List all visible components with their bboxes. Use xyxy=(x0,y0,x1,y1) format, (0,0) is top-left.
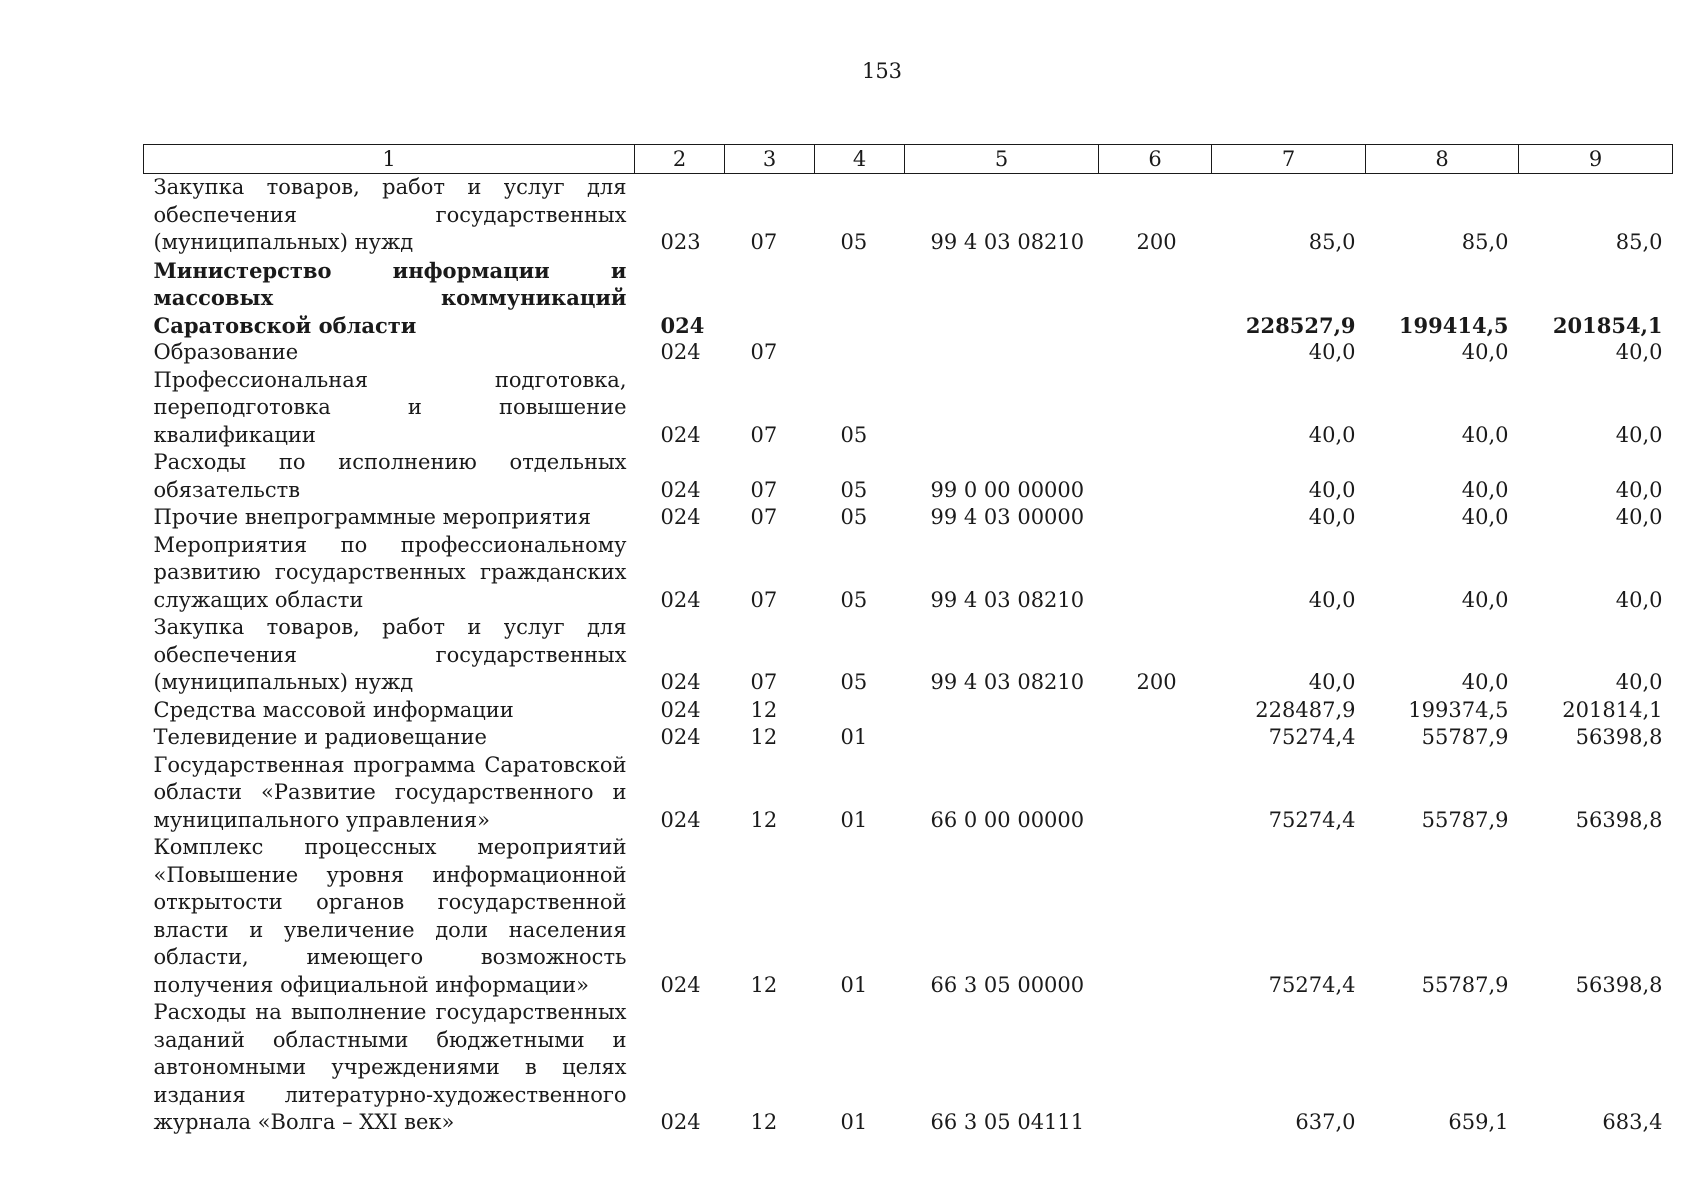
cell-pr: 05 xyxy=(840,505,868,529)
cell-pr: 05 xyxy=(840,422,868,447)
header-col-8: 8 xyxy=(1366,145,1519,174)
cell-name: Телевидение и радиовещание xyxy=(153,725,487,749)
cell-amount-col7: 228487,9 xyxy=(1255,697,1356,722)
cell-name: Средства массовой информации xyxy=(153,697,514,722)
cell-kvr xyxy=(1099,724,1212,752)
cell-amount-col8: 40,0 xyxy=(1461,505,1509,529)
cell-kvr xyxy=(1099,257,1212,340)
cell-ved: 024 xyxy=(660,670,701,694)
cell-amount-col7: 75274,4 xyxy=(1268,807,1356,832)
cell-amount-col7: 40,0 xyxy=(1308,422,1356,447)
cell-amount-col8: 40,0 xyxy=(1461,587,1509,612)
table-row xyxy=(144,834,1673,999)
cell-ved: 024 xyxy=(660,1110,701,1134)
cell-rz: 07 xyxy=(750,505,778,529)
cell-ved: 024 xyxy=(660,972,701,997)
cell-kvr: 200 xyxy=(1136,230,1177,254)
cell-ved: 024 xyxy=(660,422,701,447)
table-row xyxy=(144,339,1673,367)
cell-amount-col8: 85,0 xyxy=(1461,230,1509,254)
cell-kcsr: 66 0 00 00000 xyxy=(930,807,1085,832)
header-col-4: 4 xyxy=(815,145,905,174)
cell-amount-col9: 56398,8 xyxy=(1575,972,1663,997)
cell-kcsr: 66 3 05 00000 xyxy=(930,972,1085,997)
cell-pr xyxy=(815,697,905,725)
cell-amount-col8: 40,0 xyxy=(1461,340,1509,364)
cell-amount-col9: 40,0 xyxy=(1615,587,1663,612)
cell-name: Профессиональная подготовка, переподготовка и повышение квалификации xyxy=(153,367,627,447)
header-col-1: 1 xyxy=(144,145,635,174)
cell-ved: 024 xyxy=(660,807,701,832)
cell-amount-col9: 40,0 xyxy=(1615,505,1663,529)
cell-kvr xyxy=(1099,367,1212,450)
cell-name: Министерство информации и массовых коммуникаций Саратовской области xyxy=(153,257,627,338)
cell-kvr xyxy=(1099,834,1212,999)
cell-kcsr: 99 0 00 00000 xyxy=(930,477,1085,502)
cell-name: Закупка товаров, работ и услуг для обеспечения государственных (муниципальных) нужд xyxy=(153,175,627,254)
cell-kvr: 200 xyxy=(1136,670,1177,694)
table-header xyxy=(144,145,1673,174)
cell-kcsr xyxy=(905,697,1099,725)
cell-kcsr xyxy=(905,367,1099,450)
cell-kvr xyxy=(1099,999,1212,1137)
cell-amount-col7: 40,0 xyxy=(1308,587,1356,612)
cell-kvr xyxy=(1099,532,1212,615)
cell-rz: 07 xyxy=(750,477,778,502)
cell-name: Комплекс процессных мероприятий «Повышение уровня информационной открытости органов государственной власти и увеличение доли населения области, имеющего возможность получения официальной информации» xyxy=(153,835,627,997)
table-row xyxy=(144,257,1673,340)
table-body xyxy=(144,174,1673,1137)
cell-pr: 05 xyxy=(840,670,868,694)
cell-amount-col8: 40,0 xyxy=(1461,670,1509,694)
cell-rz: 12 xyxy=(750,972,778,997)
page-number: 153 xyxy=(861,59,903,83)
cell-rz: 12 xyxy=(750,697,778,722)
cell-name: Образование xyxy=(153,340,299,364)
table-row xyxy=(144,697,1673,725)
cell-name: Мероприятия по профессиональному развитию государственных гражданских служащих области xyxy=(153,532,627,612)
cell-rz xyxy=(725,257,815,340)
cell-pr: 05 xyxy=(840,587,868,612)
cell-amount-col9: 40,0 xyxy=(1615,340,1663,364)
header-col-9: 9 xyxy=(1519,145,1673,174)
cell-rz: 07 xyxy=(750,587,778,612)
cell-amount-col7: 40,0 xyxy=(1308,340,1356,364)
cell-amount-col9: 201814,1 xyxy=(1562,697,1663,722)
cell-name: Государственная программа Саратовской области «Развитие государственного и муниципального управления» xyxy=(153,752,627,832)
cell-ved: 024 xyxy=(660,312,705,338)
cell-kcsr: 99 4 03 08210 xyxy=(930,670,1085,694)
cell-ved: 024 xyxy=(660,477,701,502)
header-col-3: 3 xyxy=(725,145,815,174)
cell-name: Закупка товаров, работ и услуг для обеспечения государственных (муниципальных) нужд xyxy=(153,615,627,694)
cell-kcsr: 66 3 05 04111 xyxy=(930,1110,1085,1134)
cell-amount-col9: 40,0 xyxy=(1615,670,1663,694)
cell-name: Расходы на выполнение государственных заданий областными бюджетными и автономными учреждениями в целях издания литературно-художественного журнала «Волга – XXI век» xyxy=(153,1000,627,1134)
cell-amount-col9: 201854,1 xyxy=(1552,312,1663,338)
header-col-5: 5 xyxy=(905,145,1099,174)
cell-kvr xyxy=(1099,504,1212,532)
cell-rz: 07 xyxy=(750,340,778,364)
cell-amount-col7: 75274,4 xyxy=(1268,725,1356,749)
cell-kcsr xyxy=(905,724,1099,752)
cell-rz: 07 xyxy=(750,670,778,694)
cell-pr: 05 xyxy=(840,477,868,502)
cell-kvr xyxy=(1099,752,1212,835)
cell-rz: 12 xyxy=(750,1110,778,1134)
cell-ved: 024 xyxy=(660,340,701,364)
cell-amount-col9: 683,4 xyxy=(1602,1110,1663,1134)
cell-pr: 01 xyxy=(840,725,868,749)
cell-ved: 024 xyxy=(660,725,701,749)
cell-kcsr xyxy=(905,257,1099,340)
cell-kcsr: 99 4 03 08210 xyxy=(930,230,1085,254)
cell-kcsr: 99 4 03 00000 xyxy=(930,505,1085,529)
cell-kvr xyxy=(1099,697,1212,725)
cell-pr: 01 xyxy=(840,1110,868,1134)
table-row xyxy=(144,174,1673,257)
cell-ved: 024 xyxy=(660,587,701,612)
cell-amount-col8: 40,0 xyxy=(1461,477,1509,502)
table-row xyxy=(144,504,1673,532)
cell-kcsr xyxy=(905,339,1099,367)
cell-rz: 12 xyxy=(750,725,778,749)
cell-kvr xyxy=(1099,449,1212,504)
table-row xyxy=(144,367,1673,450)
cell-amount-col7: 40,0 xyxy=(1308,477,1356,502)
header-row xyxy=(144,145,1673,174)
cell-amount-col8: 659,1 xyxy=(1448,1110,1509,1134)
cell-ved: 023 xyxy=(660,230,701,254)
cell-kvr xyxy=(1099,339,1212,367)
cell-amount-col7: 40,0 xyxy=(1308,670,1356,694)
table-row xyxy=(144,614,1673,697)
cell-amount-col9: 56398,8 xyxy=(1575,725,1663,749)
table-row xyxy=(144,752,1673,835)
cell-amount-col8: 40,0 xyxy=(1461,422,1509,447)
cell-rz: 12 xyxy=(750,807,778,832)
cell-amount-col9: 85,0 xyxy=(1615,230,1663,254)
cell-pr xyxy=(815,339,905,367)
cell-amount-col9: 56398,8 xyxy=(1575,807,1663,832)
cell-pr: 01 xyxy=(840,972,868,997)
cell-amount-col7: 40,0 xyxy=(1308,505,1356,529)
cell-amount-col7: 75274,4 xyxy=(1268,972,1356,997)
table-row xyxy=(144,449,1673,504)
cell-kcsr: 99 4 03 08210 xyxy=(930,587,1085,612)
table-row xyxy=(144,724,1673,752)
cell-amount-col8: 199414,5 xyxy=(1398,312,1509,338)
cell-amount-col7: 85,0 xyxy=(1308,230,1356,254)
cell-rz: 07 xyxy=(750,422,778,447)
cell-rz: 07 xyxy=(750,230,778,254)
cell-amount-col8: 199374,5 xyxy=(1408,697,1509,722)
cell-amount-col8: 55787,9 xyxy=(1421,725,1509,749)
header-col-7: 7 xyxy=(1212,145,1366,174)
cell-amount-col7: 228527,9 xyxy=(1245,312,1356,338)
cell-amount-col7: 637,0 xyxy=(1295,1110,1356,1134)
cell-amount-col9: 40,0 xyxy=(1615,477,1663,502)
header-col-2: 2 xyxy=(635,145,725,174)
cell-amount-col9: 40,0 xyxy=(1615,422,1663,447)
budget-table xyxy=(143,144,1673,1137)
cell-name: Прочие внепрограммные мероприятия xyxy=(153,505,592,529)
cell-ved: 024 xyxy=(660,505,701,529)
cell-name: Расходы по исполнению отдельных обязательств xyxy=(153,450,627,502)
cell-amount-col8: 55787,9 xyxy=(1421,807,1509,832)
cell-ved: 024 xyxy=(660,697,701,722)
cell-amount-col8: 55787,9 xyxy=(1421,972,1509,997)
table-row xyxy=(144,532,1673,615)
header-col-6: 6 xyxy=(1099,145,1212,174)
cell-pr xyxy=(815,257,905,340)
cell-pr: 01 xyxy=(840,807,868,832)
table-row xyxy=(144,999,1673,1137)
cell-pr: 05 xyxy=(840,230,868,254)
